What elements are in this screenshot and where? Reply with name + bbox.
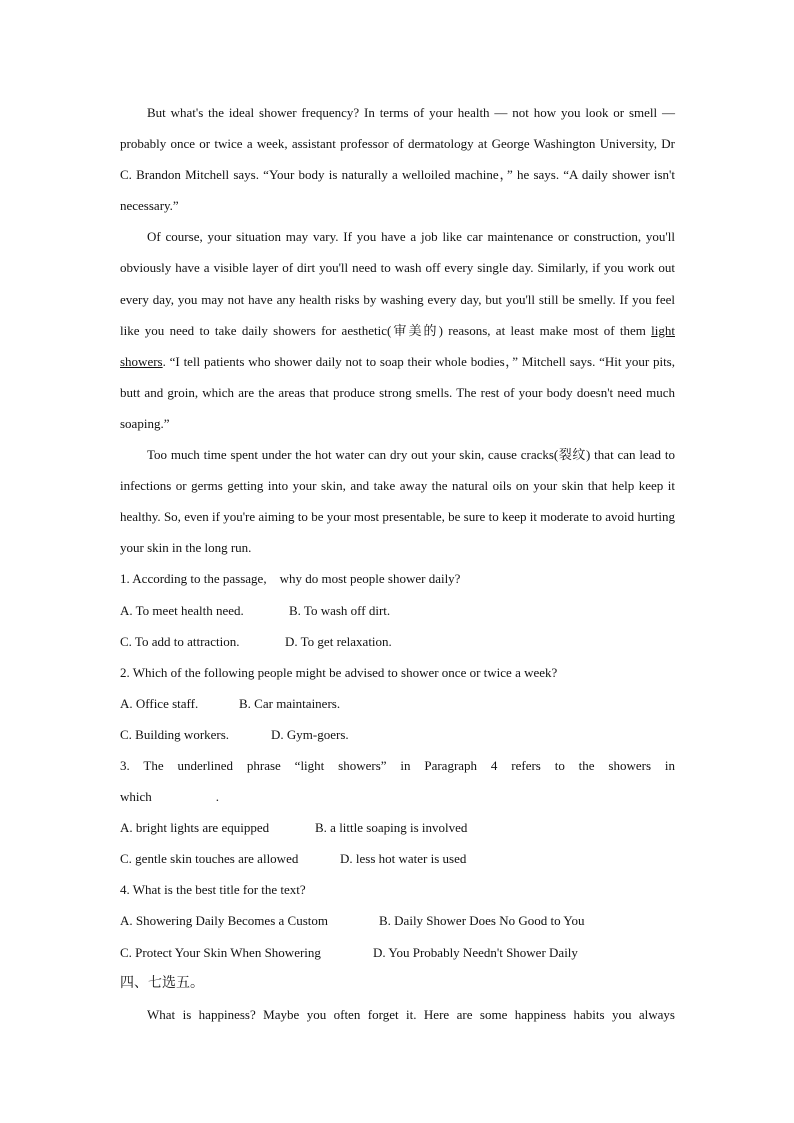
question-2-option-c: C. Building workers. (120, 726, 230, 742)
question-1-options-ab (120, 595, 675, 626)
underlined-phrase: light showers (120, 322, 675, 369)
question-3-option-b: B. a little soaping is involved (315, 820, 468, 836)
question-1-option-c: C. To add to attraction. (120, 633, 240, 649)
question-2-option-d: D. Gym-goers. (271, 726, 349, 742)
question-4-option-b: B. Daily Shower Does No Good to You (379, 913, 585, 929)
question-1-option-a: A. To meet health need. (120, 602, 244, 618)
question-4-option-c: C. Protect Your Skin When Showering (120, 944, 321, 960)
passage-paragraph-2 (120, 221, 675, 439)
passage-paragraph-3: Too much time spent under the hot water can dry out your skin, cause cracks(裂纹) that can lead to infections or germs getting into your skin, and take away the natural oils on your skin that help keep it healthy. So, even if you're aiming to be your most presentable, be sure to keep it moderate to avoid hurting your skin in the long run. (120, 447, 675, 556)
question-2-option-a: A. Office staff. (120, 695, 199, 711)
question-4-options-ab (120, 905, 675, 936)
question-3-stem-which: which (120, 789, 152, 805)
question-3-option-a: A. bright lights are equipped (120, 820, 270, 836)
question-3-options-cd (120, 843, 675, 874)
question-1-options-cd (120, 626, 675, 657)
question-1-stem: 1. According to the passage, why do most people shower daily? (120, 571, 461, 587)
question-2-options-ab (120, 688, 675, 719)
passage-paragraph-1: But what's the ideal shower frequency? In terms of your health — not how you look or smell — probably once or twice a week, assistant professor of dermatology at George Washington University, Dr C. Brandon Mitchell says. “Your body is naturally a welloiled machine，” he says. “A daily shower isn't necessary.” (120, 105, 675, 214)
question-4-option-d: D. You Probably Needn't Shower Daily (373, 944, 578, 960)
question-3-stem-end (120, 781, 675, 812)
question-4-options-cd (120, 937, 675, 968)
question-3-option-d: D. less hot water is used (340, 851, 467, 867)
question-1-option-d: D. To get relaxation. (285, 633, 392, 649)
question-3-option-c: C. gentle skin touches are allowed (120, 851, 299, 867)
question-1-option-b: B. To wash off dirt. (289, 602, 391, 618)
document-page (120, 97, 675, 1030)
question-3-stem-period: . (215, 789, 220, 805)
paragraph-2-text-before: Of course, your situation may vary. If you have a job like car maintenance or construction, you'll obviously have a visible layer of dirt you'll need to wash off every single day. Similarly, if you work out every day, you may not have any health risks by washing every day, but you'll still be smelly. If you feel like you need to take daily showers for aesthetic(审美的) reasons, at least make most of them (120, 229, 675, 338)
section-intro-paragraph: What is happiness? Maybe you often forget it. Here are some happiness habits you always (147, 1006, 675, 1022)
section-heading: 四、七选五。 (120, 975, 204, 991)
question-3-options-ab (120, 812, 675, 843)
question-2-options-cd (120, 719, 675, 750)
question-2-stem: 2. Which of the following people might be advised to shower once or twice a week? (120, 664, 558, 680)
question-3-stem: 3. The underlined phrase “light showers” in Paragraph 4 refers to the showers in (120, 757, 675, 773)
paragraph-2-text-after: . “I tell patients who shower daily not to soap their whole bodies，” Mitchell says. “Hit your pits, butt and groin, which are the areas that produce strong smells. The rest of your body doesn't need much soaping.” (120, 353, 675, 431)
question-4-option-a: A. Showering Daily Becomes a Custom (120, 913, 328, 929)
question-4-stem: 4. What is the best title for the text? (120, 882, 306, 898)
question-2-option-b: B. Car maintainers. (239, 695, 341, 711)
